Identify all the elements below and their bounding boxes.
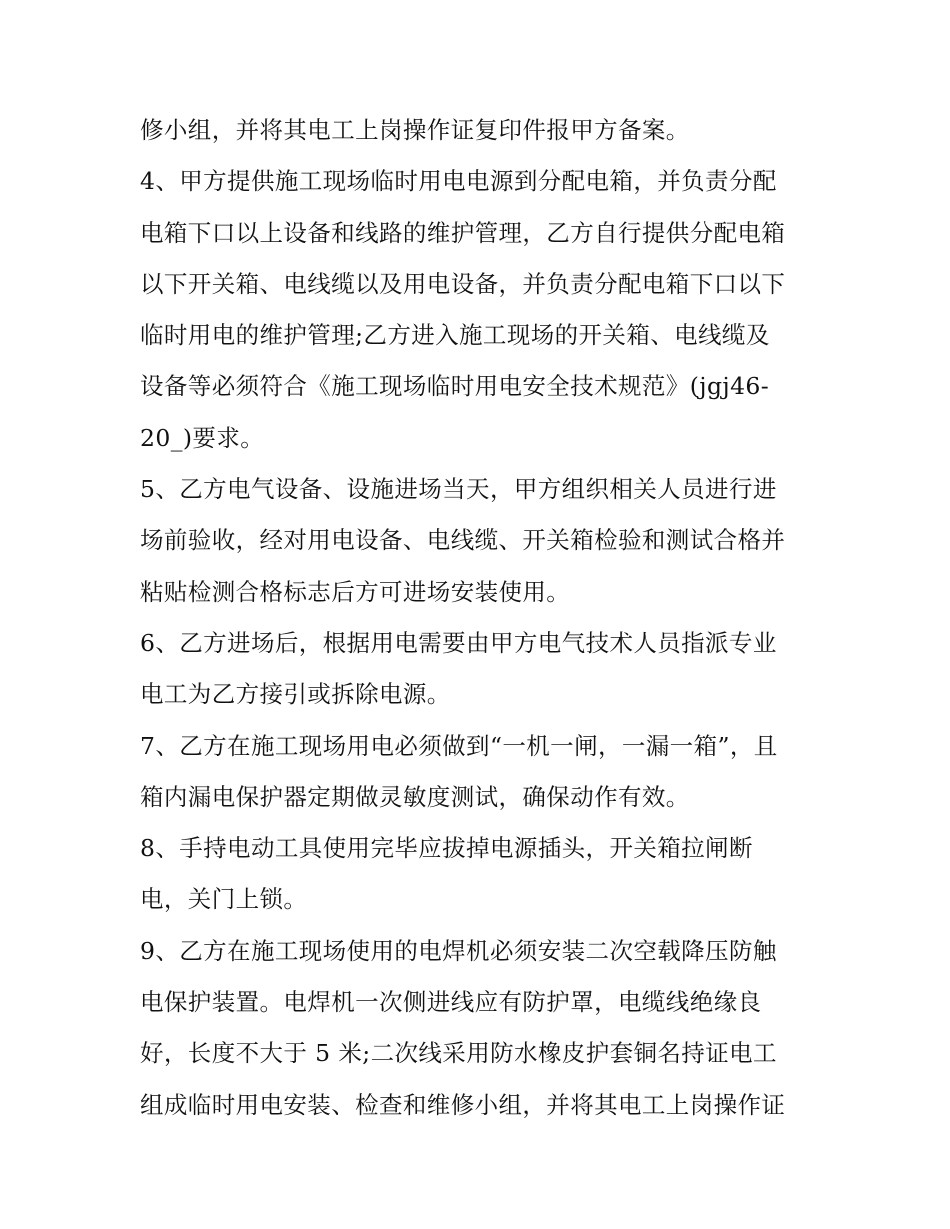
text-line: 箱内漏电保护器定期做灵敏度测试，确保动作有效。	[140, 782, 690, 811]
text-line: 4、甲方提供施工现场临时用电电源到分配电箱，并负责分配	[140, 167, 777, 196]
text-line: 5、乙方电气设备、设施进场当天，甲方组织相关人员进行进	[140, 475, 777, 504]
text-line: 粘贴检测合格标志后方可进场安装使用。	[140, 577, 571, 606]
text-line: 电，关门上锁。	[140, 885, 308, 914]
text-line: 修小组，并将其电工上岗操作证复印件报甲方备案。	[140, 116, 690, 144]
text-line: 电工为乙方接引或拆除电源。	[140, 680, 451, 709]
text-line: 7、乙方在施工现场用电必须做到“一机一闸，一漏一箱”，且	[140, 731, 778, 760]
text-line: 电箱下口以上设备和线路的维护管理，乙方自行提供分配电箱	[140, 218, 786, 247]
text-line: 电保护装置。电焊机一次侧进线应有防护罩，电缆线绝缘良	[140, 988, 762, 1017]
text-line: 9、乙方在施工现场使用的电焊机必须安装二次空载降压防触	[140, 936, 777, 965]
document-body	[140, 109, 820, 1135]
text-line: 组成临时用电安装、检查和维修小组，并将其电工上岗操作证	[140, 1090, 786, 1119]
text-line: 设备等必须符合《施工现场临时用电安全技术规范》(jgj46-	[140, 372, 770, 401]
text-line: 20_)要求。	[140, 423, 265, 452]
text-line: 好，长度不大于 5 米;二次线采用防水橡皮护套铜名持证电工	[140, 1039, 777, 1068]
text-line: 8、手持电动工具使用完毕应拔掉电源插头，开关箱拉闸断	[140, 834, 753, 863]
text-line: 临时用电的维护管理;乙方进入施工现场的开关箱、电线缆及	[140, 321, 770, 350]
text-line: 以下开关箱、电线缆以及用电设备，并负责分配电箱下口以下	[140, 269, 786, 298]
text-line: 场前验收，经对用电设备、电线缆、开关箱检验和测试合格并	[140, 526, 786, 555]
text-line: 6、乙方进场后，根据用电需要由甲方电气技术人员指派专业	[140, 628, 777, 657]
